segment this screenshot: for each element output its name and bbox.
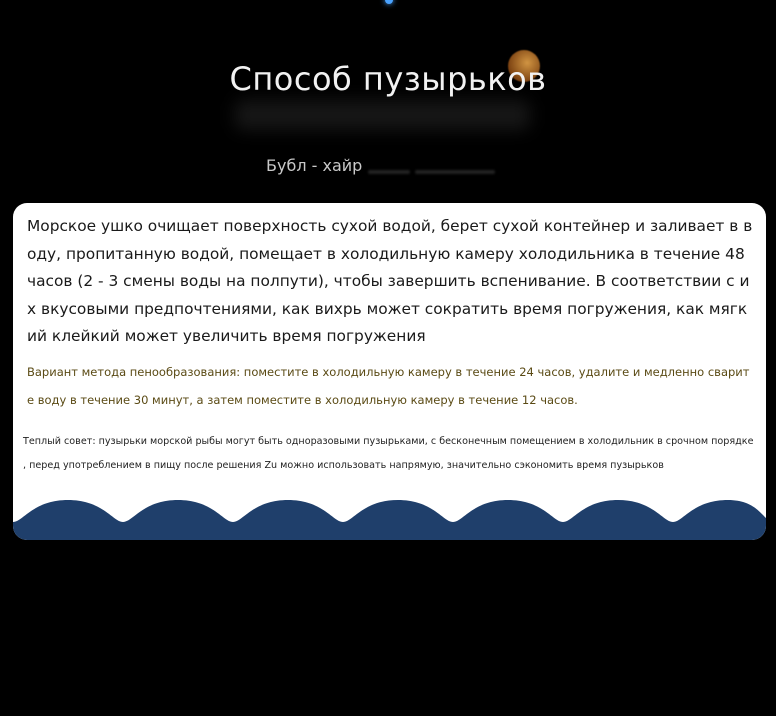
top-indicator-dot <box>385 0 393 4</box>
wave-decoration <box>13 492 766 540</box>
page-title: Способ пузырьков <box>229 60 547 98</box>
title-shadow-decoration <box>235 100 530 130</box>
page-subtitle: Бубл - хайр <box>266 156 363 175</box>
main-paragraph: Морское ушко очищает поверхность сухой водой, берет сухой контейнер и заливает в воду, пропитанную водой, помещает в холодильную камеру холодильника в течение 48 часов (2 - 3 смены воды на полпути), чтобы завершить вспенивание. В соответствии с их вкусовыми предпочтениями, как вихрь может сократить время погружения, как мягкий клейкий может увеличить время погружения <box>27 217 753 345</box>
faint-decoration-line <box>415 170 495 174</box>
faint-decoration-line <box>368 170 410 174</box>
variant-paragraph: Вариант метода пенообразования: поместите в холодильную камеру в течение 24 часов, удалите и медленно сварите воду в течение 30 минут, а затем поместите в холодильную камеру в течение 12 часов. <box>27 365 750 407</box>
info-card <box>13 203 766 540</box>
tip-paragraph: Теплый совет: пузырьки морской рыбы могут быть одноразовыми пузырьками, с бесконечным помещением в холодильник в срочном порядке , перед употреблением в пищу после решения Zu можно использовать напрямую, значительно сэкономить время пузырьков <box>23 436 754 471</box>
